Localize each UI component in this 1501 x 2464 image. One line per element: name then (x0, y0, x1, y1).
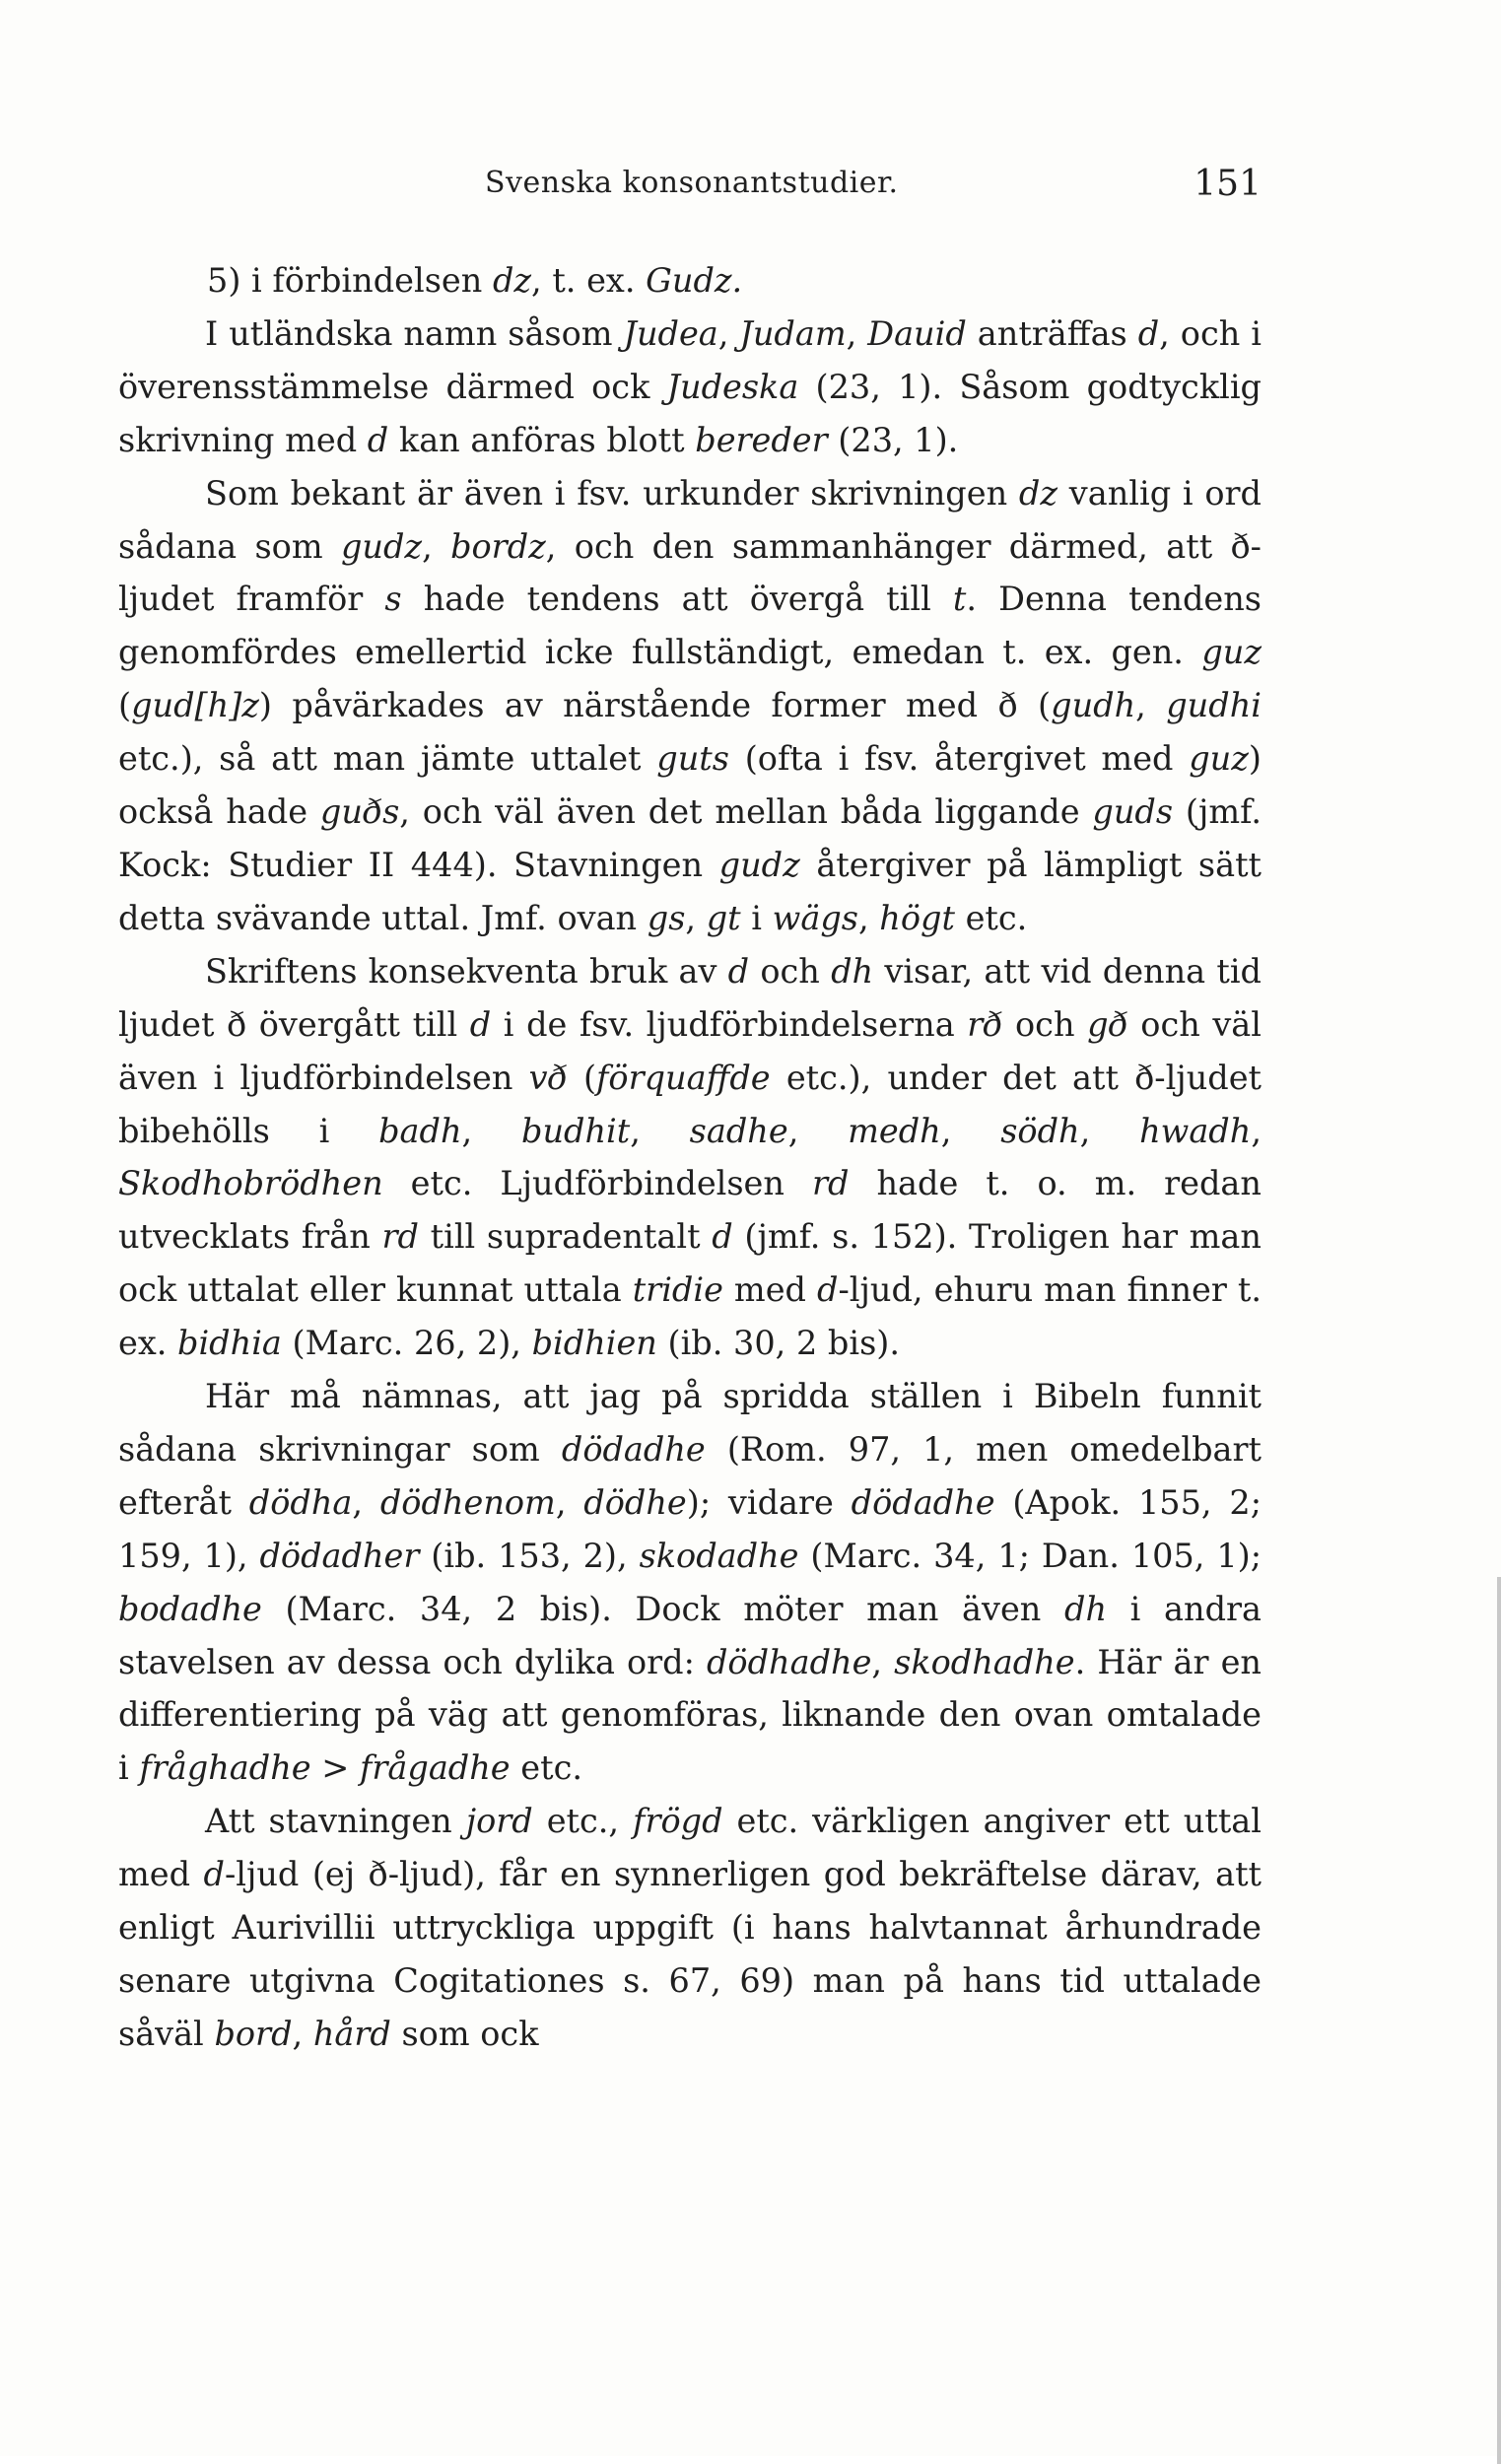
paragraph (118, 1370, 1262, 1795)
italic-term: gudz (340, 526, 423, 566)
text-run: (ofta i fsv. återgivet med (728, 739, 1190, 779)
text-run: -ljud (ej ð-ljud), får en synnerligen god bekräftelse därav, att enligt Aurivillii uttryckliga uppgift (i hans halvtannat århundrade senare utgivna Cogitationes s. 67, 69) man på hans tid uttalade såväl (118, 1855, 1262, 2053)
text-run: 5) i förbindelsen (207, 261, 493, 300)
italic-term: dödadhe (851, 1482, 995, 1522)
italic-term: hård (312, 2014, 391, 2053)
text-run: , (555, 1482, 584, 1522)
italic-term: Judeska (666, 367, 799, 406)
text-run: ); vidare (686, 1482, 852, 1522)
italic-term: d (1137, 313, 1160, 353)
text-run: (ib. 30, 2 bis). (656, 1324, 900, 1363)
text-run: till supradentalt (418, 1217, 713, 1257)
text-run: , (461, 1111, 521, 1150)
text-run: visar, att vid denna tid ljudet ð övergått till (118, 951, 1262, 1044)
text-run: , (422, 526, 451, 566)
italic-term: gud[h]z (131, 686, 259, 725)
text-run: , (787, 1111, 849, 1150)
italic-term: jord (465, 1802, 533, 1841)
italic-term: dödhe (583, 1482, 687, 1522)
italic-term: rð (967, 1004, 1003, 1044)
text-run: (Marc. 34, 1; Dan. 105, 1); (798, 1536, 1262, 1575)
italic-term: Skodhobrödhen (118, 1164, 383, 1203)
italic-term: rd (381, 1217, 419, 1257)
italic-term: guds (1092, 792, 1174, 832)
text-run: (Apok. 155, 2; 159, 1), (118, 1482, 1262, 1575)
text-run: , (1079, 1111, 1140, 1150)
italic-term: bord (214, 2014, 293, 2053)
text-run: , (857, 898, 880, 937)
italic-term: d (727, 951, 750, 991)
body-text (118, 254, 1262, 2061)
text-run: (Marc. 26, 2), (281, 1324, 532, 1363)
italic-term: bordz (450, 526, 546, 566)
text-run: och väl även i ljudförbindelsen (118, 1004, 1262, 1097)
page-edge-shadow (1497, 1577, 1501, 2464)
italic-term: Dauid (867, 313, 967, 353)
italic-term: Gudz. (646, 261, 743, 300)
italic-term: dödadhe (561, 1429, 706, 1469)
italic-term: vð (528, 1058, 568, 1097)
text-run: ) påvärkades av närstående former med ð ( (258, 686, 1052, 725)
text-run: etc. Ljudförbindelsen (382, 1164, 812, 1203)
italic-term: Judam (739, 313, 847, 353)
text-run: och (1002, 1004, 1088, 1044)
text-run: kan anföras blott (388, 420, 696, 459)
text-run: vanlig i ord sådana som (118, 473, 1262, 566)
italic-term: dh (831, 951, 874, 991)
text-run: , (871, 1642, 895, 1681)
text-run: (Marc. 34, 2 bis). Dock möter man även (261, 1589, 1064, 1628)
text-run: med (722, 1270, 818, 1310)
italic-term: Judea (623, 313, 718, 353)
italic-term: dödhenom (379, 1482, 556, 1522)
text-run: (ib. 153, 2), (419, 1536, 640, 1575)
italic-term: skodadhe (639, 1536, 799, 1575)
text-run: etc. värkligen angiver ett uttal med (118, 1802, 1262, 1894)
text-run: (Rom. 97, 1, men omedelbart efteråt (118, 1429, 1262, 1522)
italic-term: dödha (248, 1482, 353, 1522)
italic-term: wägs (772, 898, 858, 937)
text-run: -ljud, ehuru man finner t. ex. (118, 1270, 1262, 1363)
text-run: , och i överensstämmelse därmed ock (118, 313, 1262, 406)
text-run: etc. (954, 898, 1028, 937)
text-run: , (1135, 686, 1167, 725)
italic-term: guz (1201, 633, 1262, 672)
italic-term: förquaffde (596, 1058, 771, 1097)
italic-term: gudz (718, 845, 800, 884)
text-run: ( (118, 686, 132, 725)
text-run: etc., (532, 1802, 634, 1841)
text-run: etc. (510, 1748, 582, 1788)
italic-term: s (384, 580, 402, 619)
italic-term: guðs (319, 792, 400, 832)
italic-term: dz (1018, 473, 1058, 513)
italic-term: d (712, 1217, 733, 1257)
paragraph (118, 467, 1262, 945)
italic-term: frögd (633, 1802, 723, 1841)
text-run: I utländska namn såsom (205, 313, 624, 353)
italic-term: guz (1189, 739, 1249, 779)
italic-term: gs (647, 898, 686, 937)
italic-term: rd (811, 1164, 850, 1203)
italic-term: frågadhe (359, 1748, 511, 1788)
italic-term: d (469, 1004, 492, 1044)
text-run: , (1251, 1111, 1262, 1150)
italic-term: tridie (632, 1270, 723, 1310)
text-run: . Här är en differentiering på väg att genomföras, liknande den ovan omtalade i (118, 1642, 1262, 1788)
italic-term: sadhe (689, 1111, 788, 1150)
text-run: Skriftens konsekventa bruk av (205, 951, 728, 991)
text-run: etc.), så att man jämte uttalet (118, 739, 657, 779)
italic-term: dz (492, 261, 532, 300)
italic-term: bereder (695, 420, 828, 459)
italic-term: bodadhe (118, 1589, 262, 1628)
italic-term: guts (656, 739, 729, 779)
italic-term: gð (1087, 1004, 1128, 1044)
text-run: (jmf. s. 152). Troligen har man ock uttalat eller kunnat uttala (118, 1217, 1262, 1310)
text-run: , och den sammanhänger därmed, att ð-ljudet framför (118, 526, 1262, 619)
italic-term: d (817, 1270, 839, 1310)
text-run: ( (567, 1058, 597, 1097)
italic-term: dödadher (259, 1536, 420, 1575)
italic-term: dh (1064, 1589, 1108, 1628)
italic-term: hwadh (1139, 1111, 1252, 1150)
text-run: i (740, 898, 773, 937)
italic-term: skodhadhe (894, 1642, 1075, 1681)
text-run: som ock (390, 2014, 539, 2053)
text-run: , (630, 1111, 690, 1150)
text-run: (jmf. Kock: Studier II 444). Stavningen (118, 792, 1262, 884)
text-run: , (352, 1482, 380, 1522)
text-run: . Denna tendens genomfördes emellertid icke fullständigt, emedan t. ex. gen. (118, 580, 1262, 672)
italic-term: högt (879, 898, 955, 937)
page-header (118, 166, 1262, 215)
text-run: i de fsv. ljudförbindelserna (491, 1004, 968, 1044)
paragraph (118, 308, 1262, 467)
running-head: Svenska konsonantstudier. (485, 166, 899, 200)
paragraph (118, 1795, 1262, 2061)
text-run: , (846, 313, 868, 353)
italic-term: d (367, 420, 389, 459)
italic-term: södh (1000, 1111, 1080, 1150)
italic-term: gt (706, 898, 741, 937)
text-run: (23, 1). (827, 420, 959, 459)
italic-term: bidhia (177, 1324, 282, 1363)
italic-term: budhit (521, 1111, 631, 1150)
paragraph (118, 254, 1262, 308)
text-run: återgiver på lämpligt sätt detta svävande uttal. Jmf. ovan (118, 845, 1262, 937)
text-run: ) också hade (118, 739, 1262, 832)
italic-term: gudh (1051, 686, 1136, 725)
italic-term: bidhien (531, 1324, 657, 1363)
text-run: , (292, 2014, 313, 2053)
text-run: hade t. o. m. redan utvecklats från (118, 1164, 1262, 1257)
text-run: i andra stavelsen av dessa och dylika ord: (118, 1589, 1262, 1681)
text-run: , t. ex. (531, 261, 647, 300)
italic-term: medh (848, 1111, 941, 1150)
text-run: etc.), under det att ð-ljudet bibehölls i (118, 1058, 1262, 1150)
text-run: , och väl även det mellan båda liggande (399, 792, 1093, 832)
italic-term: d (203, 1855, 225, 1894)
text-run: hade tendens att övergå till (401, 580, 953, 619)
paragraph (118, 945, 1262, 1370)
italic-term: badh (378, 1111, 462, 1150)
text-run: Som bekant är även i fsv. urkunder skrivningen (205, 473, 1019, 513)
page-number: 151 (1194, 164, 1262, 204)
text-run: > (310, 1748, 360, 1788)
text-run: (23, 1). Såsom godtycklig skrivning med (118, 367, 1262, 459)
italic-term: dödhadhe (706, 1642, 872, 1681)
text-run: , (940, 1111, 1001, 1150)
italic-term: t (952, 580, 967, 619)
text-run: anträffas (966, 313, 1138, 353)
text-run: och (749, 951, 832, 991)
text-run: , (685, 898, 707, 937)
italic-term: fråghadhe (139, 1748, 311, 1788)
text-run: Att stavningen (205, 1802, 466, 1841)
italic-term: gudhi (1166, 686, 1262, 725)
text-run: Här må nämnas, att jag på spridda ställen i Bibeln funnit sådana skrivningar som (118, 1377, 1262, 1469)
text-run: , (717, 313, 740, 353)
